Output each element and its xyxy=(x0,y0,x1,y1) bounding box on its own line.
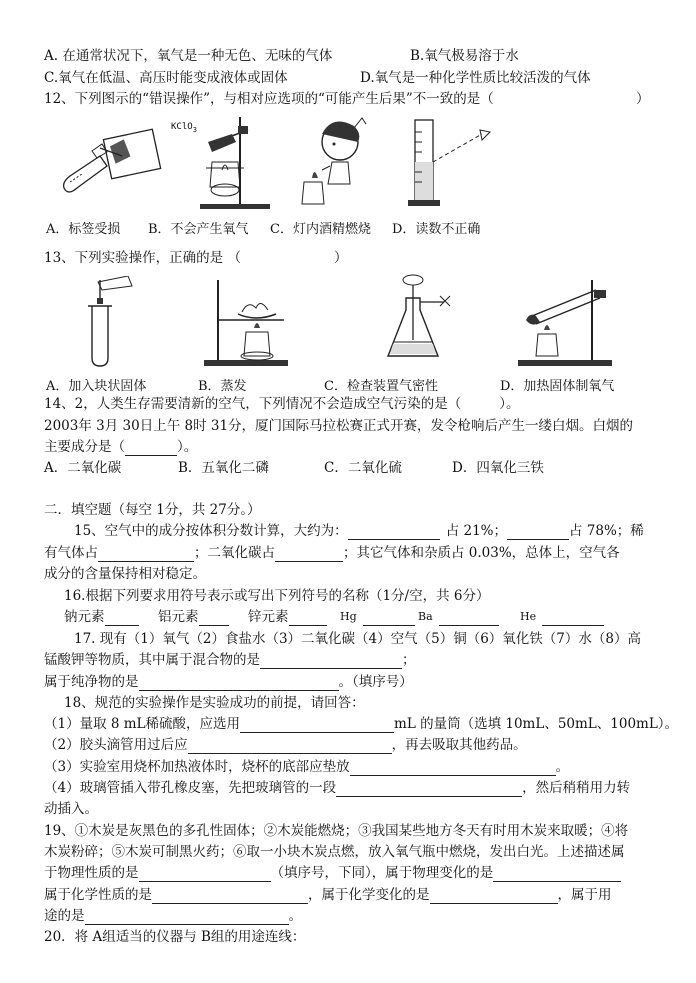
q19-line1: 19、①木炭是灰黑色的多孔性固体；②木炭能燃烧；③我国某些地方冬天有时用木炭来取暖；④将 xyxy=(44,823,629,839)
q14-line1: 14、2，人类生存需要清新的空气，下列情况不会造成空气污染的是（ ）。 xyxy=(44,396,520,412)
q18-line1: （1）量取 8 mL稀硫酸，应选用 mL 的量筒（选填 10mL、50mL、100mL）。 xyxy=(44,716,679,732)
q16-stem: 16.根据下列要求用符号表示或写出下列符号的名称（1分/空，共 6分） xyxy=(64,588,490,604)
evaporation-figure xyxy=(198,276,298,370)
q12-paren-close: ） xyxy=(636,91,650,107)
q12-option-a: A．标签受损 xyxy=(46,222,121,237)
q11-option-b: B.氧气极易溶于水 xyxy=(410,48,519,64)
pouring-reagent-figure xyxy=(52,116,167,216)
q14-option-c: C．二氧化硫 xyxy=(324,460,402,476)
q13-option-c: C．检查装置气密性 xyxy=(324,379,438,394)
q13-paren-close: ） xyxy=(334,250,348,266)
q15-line1: 15、空气中的成分按体积分数计算，大约为： 占 21%； 占 78%；稀 xyxy=(74,523,644,539)
q11-option-d: D.氧气是一种化学性质比较活泼的气体 xyxy=(360,70,591,86)
q17-line1: 17. 现有（1）氧气（2）食盐水（3）二氧化碳（4）空气（5）铜（6）氧化铁（7）水（8）高 xyxy=(74,631,641,647)
q15-line2: 有气体占 ；二氧化碳占 ；其它气体和杂质占 0.03%，总体上，空气各 xyxy=(44,545,620,561)
q14-option-d: D．四氧化三铁 xyxy=(452,460,544,476)
q16-item-he: He xyxy=(520,608,604,626)
q13-stem: 13、下列实验操作，正确的是 （ xyxy=(44,250,241,266)
q18-line4: （4）玻璃管插入带孔橡皮塞，先把玻璃管的一段 ，然后稍稍用力转 xyxy=(44,780,631,796)
q12-stem: 12、下列图示的“错误操作”，与相对应选项的“可能产生后果”不一致的是（ xyxy=(44,91,494,107)
q12-option-d: D．读数不正确 xyxy=(392,222,481,237)
q16-item-ba: Ba xyxy=(418,608,499,626)
q19-line4: 属于化学性质的是 ，属于化学变化的是 ，属于用 xyxy=(44,887,612,903)
q18-line3: （3）实验室用烧杯加热液体时，烧杯的底部应垫放 。 xyxy=(44,759,570,775)
adding-solid-figure xyxy=(62,276,142,370)
heating-solid-figure xyxy=(512,276,612,370)
q14-line2: 2003年 3月 30日上午 8时 31分，厦门国际马拉松赛正式开赛，发令枪响后产生一缕白烟。白烟的 xyxy=(44,418,634,434)
q16-item-al: 铝元素 xyxy=(158,608,229,626)
q11-option-a: A. 在通常状况下，氧气是一种无色、无味的气体 xyxy=(44,48,333,64)
q15-line3: 成分的含量保持相对稳定。 xyxy=(44,566,206,582)
q14-line3: 主要成分是（ ）。 xyxy=(44,439,198,455)
q19-line3: 于物理性质的是 （填序号，下同），属于物理变化的是 xyxy=(44,864,621,882)
kclo3-label: KClO$_3$ xyxy=(171,122,197,134)
q16-item-zn: 锌元素 xyxy=(248,608,327,626)
q11-option-c: C.氧气在低温、高压时能变成液体或固体 xyxy=(44,70,288,86)
q12-option-c: C．灯内酒精燃烧 xyxy=(270,222,371,237)
q13-option-b: B．蒸发 xyxy=(198,379,247,394)
q16-item-hg: Hg xyxy=(340,608,415,626)
q18-stem: 18、规范的实验操作是实验成功的前提，请回答： xyxy=(64,695,365,711)
q19-line5: 途的是 。 xyxy=(44,908,302,924)
q17-line3: 属于纯净物的是 。（填序号） xyxy=(44,674,413,690)
reading-cylinder-figure xyxy=(400,112,500,212)
q13-option-a: A．加入块状固体 xyxy=(46,379,147,394)
q13-option-d: D．加热固体制氧气 xyxy=(500,379,615,394)
q18-line5: 动插入。 xyxy=(44,801,98,817)
q19-line2: 木炭粉碎；⑤木炭可制黑火药；⑥取一小块木炭点燃，放入氧气瓶中燃烧，发出白光。上述描述属 xyxy=(44,844,625,860)
blowing-alcohol-lamp-figure xyxy=(292,112,372,212)
airtightness-check-figure xyxy=(378,270,468,370)
q16-item-na: 钠元素 xyxy=(64,608,139,626)
section-title: 二．填空题（每空 1分，共 27分。） xyxy=(44,502,261,518)
q14-option-b: B．五氧化二磷 xyxy=(178,460,269,476)
q12-option-b: B．不会产生氧气 xyxy=(148,222,249,237)
q20-stem: 20．将 A组适当的仪器与 B组的用途连线： xyxy=(44,929,306,945)
q17-line2: 锰酸钾等物质，其中属于混合物的是 ； xyxy=(44,652,416,668)
q18-line2: （2）胶头滴管用过后应 ，再去吸取其他药品。 xyxy=(44,737,527,753)
q14-option-a: A．二氧化碳 xyxy=(44,460,122,476)
